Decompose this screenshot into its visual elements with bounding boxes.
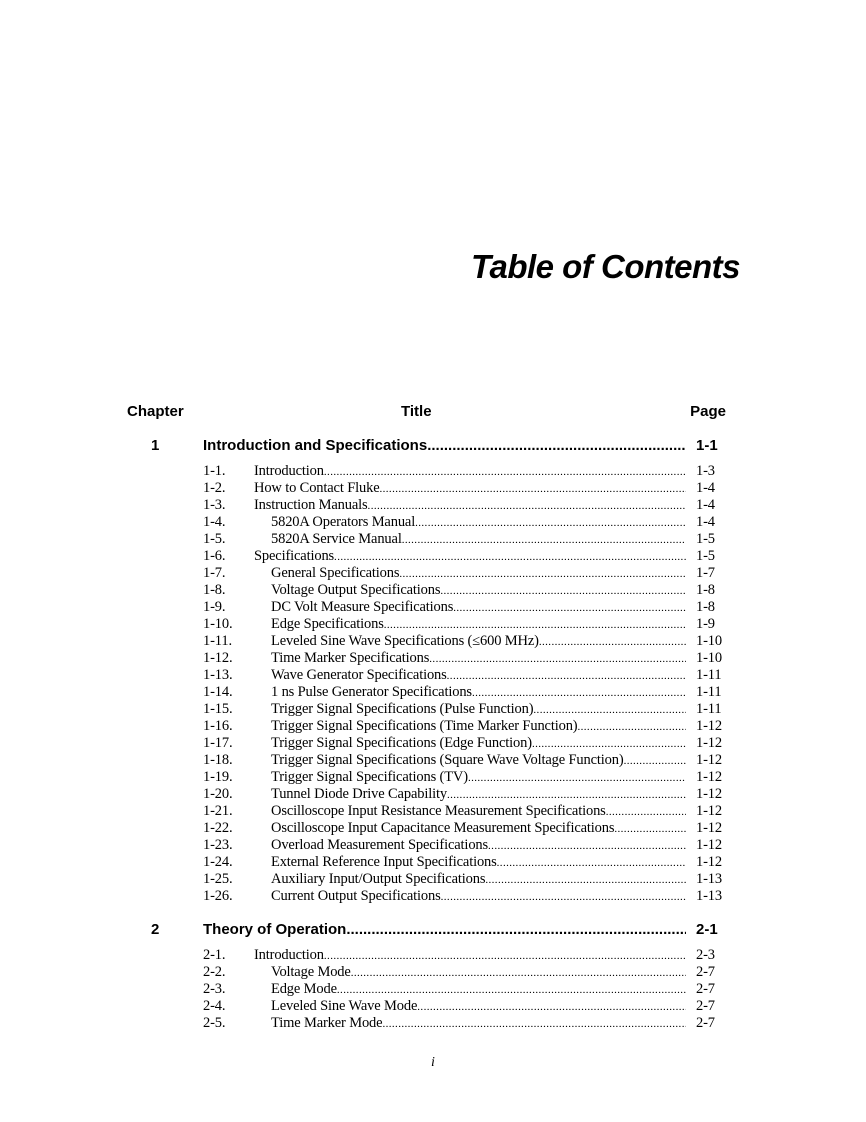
chapter-2-block [0,921,866,1032]
section-number: 1-14. [203,684,233,700]
section-title: Voltage Output Specifications [271,582,441,598]
toc-entry[interactable] [0,964,866,981]
toc-entry[interactable] [0,735,866,752]
section-page: 1-5 [696,548,715,564]
section-number: 1-20. [203,786,233,802]
toc-entry[interactable] [0,981,866,998]
section-number: 1-8. [203,582,226,598]
section-page: 1-12 [696,752,722,768]
section-page: 2-7 [696,1015,715,1031]
section-title: Trigger Signal Specifications (Edge Function) [271,735,532,751]
chapter-page: 2-1 [696,921,718,938]
section-title: Trigger Signal Specifications (TV) [271,769,468,785]
toc-entry[interactable] [0,548,866,565]
section-title: 5820A Operators Manual [271,514,416,530]
toc-entry[interactable] [0,565,866,582]
section-title: Specifications [254,548,335,564]
section-number: 1-12. [203,650,233,666]
section-title: Time Marker Specifications [271,650,430,666]
section-list [0,463,866,905]
section-title: Time Marker Mode [271,1015,383,1031]
toc-entry[interactable] [0,769,866,786]
section-number: 1-21. [203,803,233,819]
section-title: Tunnel Diode Drive Capability [271,786,447,802]
toc-entry[interactable] [0,633,866,650]
section-page: 1-12 [696,820,722,836]
section-number: 1-9. [203,599,226,615]
section-page: 1-11 [696,701,722,717]
section-title: Leveled Sine Wave Mode [271,998,418,1014]
section-page: 1-4 [696,514,715,530]
toc-entry[interactable] [0,998,866,1015]
section-title: 1 ns Pulse Generator Specifications [271,684,472,700]
chapter-number: 1 [151,437,160,454]
title-column-header: Title [401,403,432,420]
section-title: Overload Measurement Specifications [271,837,489,853]
page-column-header: Page [690,403,726,420]
toc-entry[interactable] [0,684,866,701]
section-page: 1-8 [696,599,715,615]
section-page: 1-5 [696,531,715,547]
toc-entry[interactable] [0,463,866,480]
section-number: 1-19. [203,769,233,785]
section-page: 1-12 [696,769,722,785]
toc-entry[interactable] [0,701,866,718]
section-number: 1-10. [203,616,233,632]
section-title: Introduction [254,947,324,963]
section-number: 2-3. [203,981,226,997]
section-title: Introduction [254,463,324,479]
section-page: 1-4 [696,497,715,513]
section-title: Current Output Specifications [271,888,441,904]
toc-entry[interactable] [0,718,866,735]
section-title: Trigger Signal Specifications (Square Wave Voltage Function) [271,752,624,768]
section-number: 2-1. [203,947,226,963]
section-page: 1-4 [696,480,715,496]
section-title: Instruction Manuals [254,497,368,513]
toc-entry[interactable] [0,786,866,803]
chapter-title: Introduction and Specifications [203,437,428,454]
section-number: 1-3. [203,497,226,513]
section-number: 1-5. [203,531,226,547]
section-number: 1-15. [203,701,233,717]
toc-entry[interactable] [0,599,866,616]
section-title: Trigger Signal Specifications (Pulse Function) [271,701,534,717]
toc-entry[interactable] [0,582,866,599]
toc-entry[interactable] [0,650,866,667]
section-number: 2-2. [203,964,226,980]
toc-entry[interactable] [0,616,866,633]
toc-entry[interactable] [0,888,866,905]
toc-entry[interactable] [0,820,866,837]
section-title: External Reference Input Specifications [271,854,497,870]
toc-entry[interactable] [0,871,866,888]
section-page: 1-13 [696,888,722,904]
chapter-entry[interactable] [0,921,866,939]
section-title: Voltage Mode [271,964,351,980]
section-page: 2-7 [696,981,715,997]
section-page: 1-13 [696,871,722,887]
section-number: 1-2. [203,480,226,496]
section-number: 1-16. [203,718,233,734]
toc-entry[interactable] [0,480,866,497]
page-title: Table of Contents [471,248,740,285]
page-number-footer: i [431,1055,435,1070]
toc-entry[interactable] [0,947,866,964]
toc-entry[interactable] [0,837,866,854]
section-number: 1-18. [203,752,233,768]
toc-entry[interactable] [0,854,866,871]
section-number: 1-1. [203,463,226,479]
section-page: 2-7 [696,964,715,980]
chapter-title: Theory of Operation [203,921,347,938]
section-title: General Specifications [271,565,400,581]
toc-entry[interactable] [0,497,866,514]
section-title: Auxiliary Input/Output Specifications [271,871,486,887]
section-page: 1-8 [696,582,715,598]
section-title: Oscilloscope Input Resistance Measurement Specifications [271,803,606,819]
toc-entry[interactable] [0,1015,866,1032]
section-number: 1-23. [203,837,233,853]
section-page: 2-3 [696,947,715,963]
section-number: 1-24. [203,854,233,870]
section-page: 1-10 [696,650,722,666]
section-page: 1-11 [696,684,722,700]
section-number: 2-4. [203,998,226,1014]
section-title: DC Volt Measure Specifications [271,599,454,615]
section-number: 1-11. [203,633,232,649]
section-title: How to Contact Fluke [254,480,380,496]
section-page: 1-12 [696,735,722,751]
section-number: 1-25. [203,871,233,887]
section-title: Trigger Signal Specifications (Time Marker Function) [271,718,578,734]
section-title: Leveled Sine Wave Specifications (≤600 MHz) [271,633,539,649]
chapter-column-header: Chapter [127,403,184,420]
chapter-1-block [0,437,866,905]
toc-entry[interactable] [0,752,866,769]
toc-entry[interactable] [0,531,866,548]
chapter-entry[interactable] [0,437,866,455]
section-title: Oscilloscope Input Capacitance Measurement Specifications [271,820,615,836]
toc-entry[interactable] [0,667,866,684]
section-page: 2-7 [696,998,715,1014]
section-page: 1-12 [696,854,722,870]
toc-entry[interactable] [0,514,866,531]
section-page: 1-12 [696,803,722,819]
section-number: 2-5. [203,1015,226,1031]
section-number: 1-6. [203,548,226,564]
section-title: Edge Mode [271,981,337,997]
section-number: 1-17. [203,735,233,751]
section-title: 5820A Service Manual [271,531,402,547]
section-page: 1-12 [696,837,722,853]
section-page: 1-9 [696,616,715,632]
section-page: 1-12 [696,718,722,734]
section-number: 1-4. [203,514,226,530]
section-title: Wave Generator Specifications [271,667,447,683]
section-page: 1-3 [696,463,715,479]
section-number: 1-26. [203,888,233,904]
section-page: 1-11 [696,667,722,683]
section-title: Edge Specifications [271,616,384,632]
section-list [0,947,866,1032]
section-page: 1-10 [696,633,722,649]
section-number: 1-7. [203,565,226,581]
toc-entry[interactable] [0,803,866,820]
section-number: 1-13. [203,667,233,683]
section-page: 1-12 [696,786,722,802]
chapter-number: 2 [151,921,160,938]
chapter-page: 1-1 [696,437,718,454]
section-page: 1-7 [696,565,715,581]
section-number: 1-22. [203,820,233,836]
